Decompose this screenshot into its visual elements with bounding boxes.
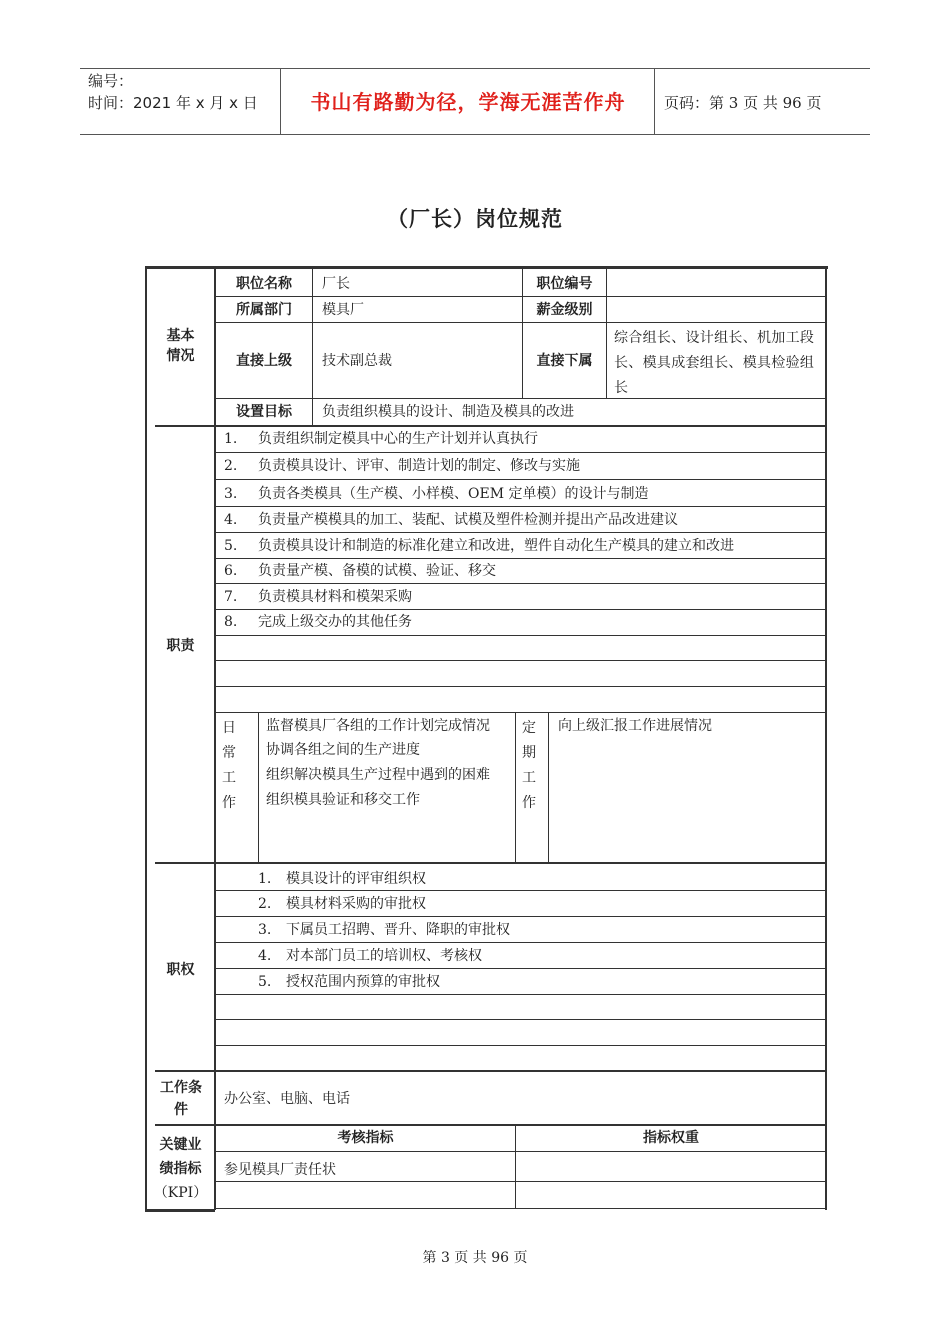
duty-num: 7. [224,589,238,605]
duty-row-line [215,506,827,507]
header-bottom-line [80,134,870,135]
document-title: （厂长）岗位规范 [387,206,563,231]
kpi-row-line [215,1151,827,1152]
duty-num: 6. [224,563,238,579]
job-name-value: 厂长 [322,276,350,292]
daily-col-line [515,712,516,863]
daily-work-label: 日常工作 [222,720,236,811]
goal-value: 负责组织模具的设计、制造及模具的改进 [322,404,574,420]
table-border-left [145,266,147,1212]
basic-col-line [606,269,607,398]
duty-text: 负责各类模具（生产模、小样模、OEM 定单模）的设计与制造 [258,486,649,502]
authority-row-line [215,1045,827,1046]
duty-row-line [215,609,827,610]
header-time-label: 时间：2021 年 x 月 x 日 [88,94,258,112]
duty-num: 8. [224,614,238,630]
table-border-top [145,266,828,269]
authority-row-line [215,916,827,917]
kpi-label-line: （KPI） [153,1185,208,1201]
authority-row-line [215,890,827,891]
section-label-conditions: 工作条件 [160,1080,202,1118]
authority-num: 4. [258,948,272,964]
kpi-label-line: 绩指标 [159,1161,202,1177]
daily-col-line [548,712,549,863]
section-separator [155,425,827,427]
dept-value: 模具厂 [322,302,364,318]
header-top-line [80,68,870,69]
duty-row-line [215,479,827,480]
daily-work-item: 组织模具验证和移交工作 [266,792,420,808]
job-name-label: 职位名称 [236,276,292,292]
duty-row-line [215,532,827,533]
superior-value: 技术副总裁 [322,353,392,369]
authority-num: 3. [258,922,272,938]
authority-num: 1. [258,871,272,887]
header-divider-right [654,68,655,134]
authority-num: 2. [258,896,272,912]
section-label-duties: 职责 [166,638,195,654]
daily-col-line [258,712,259,863]
page-footer: 第 3 页 共 96 页 [422,1250,528,1266]
periodic-work-label: 定期工作 [522,720,536,811]
duty-row-line [215,558,827,559]
header-motto: 书山有路勤为径，学海无涯苦作舟 [310,90,626,114]
header-divider-left [280,68,281,134]
duty-num: 4. [224,512,238,528]
header-meta [88,70,258,114]
section-label-kpi [147,1133,214,1205]
job-code-label: 职位编号 [536,276,593,292]
duty-row-line [215,712,827,713]
dept-label: 所属部门 [236,302,292,318]
duty-text: 负责模具材料和模架采购 [258,589,412,605]
authority-row-line [215,1019,827,1020]
duty-num: 1. [224,431,238,447]
section-label-basic: 基本 情况 [166,328,195,364]
authority-row-line [215,994,827,995]
kpi-row-indicator: 参见模具厂责任状 [224,1162,336,1178]
basic-col-line [312,269,313,426]
authority-text: 模具设计的评审组织权 [286,871,426,887]
subordinate-value: 综合组长、设计组长、机加工段长、模具成套组长、模具检验组长 [614,330,815,396]
conditions-value: 办公室、电脑、电话 [224,1091,350,1107]
header-number-label: 编号： [88,72,134,90]
subordinate-label: 直接下属 [536,353,593,369]
duty-row-line [215,635,827,636]
daily-work-item: 监督模具厂各组的工作计划完成情况 [266,718,490,734]
kpi-label-line: 关键业 [159,1137,202,1153]
section-separator [155,1124,827,1126]
basic-row-line [215,322,827,323]
section-label-authority: 职权 [166,962,195,978]
header-page-info: 页码：第 3 页 共 96 页 [664,94,822,112]
authority-row-line [215,942,827,943]
duty-num: 2. [224,458,238,474]
authority-row-line [215,968,827,969]
kpi-col-header-indicator: 考核指标 [337,1130,394,1146]
basic-row-line [215,296,827,297]
kpi-row-line [215,1181,827,1182]
duty-row-line [215,686,827,687]
section-separator [155,862,827,864]
duty-text: 负责模具设计和制造的标准化建立和改进，塑件自动化生产模具的建立和改进 [258,538,734,554]
table-border-right [825,266,827,1210]
authority-text: 下属员工招聘、晋升、降职的审批权 [286,922,510,938]
daily-work-item: 组织解决模具生产过程中遇到的困难 [266,767,490,783]
authority-num: 5. [258,974,272,990]
duty-text: 完成上级交办的其他任务 [258,614,412,630]
periodic-work-item: 向上级汇报工作进展情况 [558,718,712,734]
daily-work-item: 协调各组之间的生产进度 [266,742,420,758]
duty-row-line [215,583,827,584]
authority-text: 对本部门员工的培训权、考核权 [286,948,482,964]
duty-text: 负责量产模模具的加工、装配、试模及塑件检测并提出产品改进建议 [258,512,678,528]
section-separator [155,1070,827,1072]
goal-label: 设置目标 [236,404,292,420]
authority-text: 授权范围内预算的审批权 [286,974,440,990]
duty-row-line [215,452,827,453]
duty-num: 5. [224,538,238,554]
duty-text: 负责组织制定模具中心的生产计划并认真执行 [258,431,538,447]
authority-text: 模具材料采购的审批权 [286,896,426,912]
duty-text: 负责量产模、备模的试模、验证、移交 [258,563,496,579]
duty-num: 3. [224,486,238,502]
duty-text: 负责模具设计、评审、制造计划的制定、修改与实施 [258,458,580,474]
table-border-bottom [145,1209,215,1212]
duty-row-line [215,660,827,661]
table-border-bottom-right [215,1208,827,1209]
superior-label: 直接上级 [236,353,292,369]
salary-label: 薪金级别 [536,302,593,318]
kpi-col-header-weight: 指标权重 [643,1130,699,1146]
